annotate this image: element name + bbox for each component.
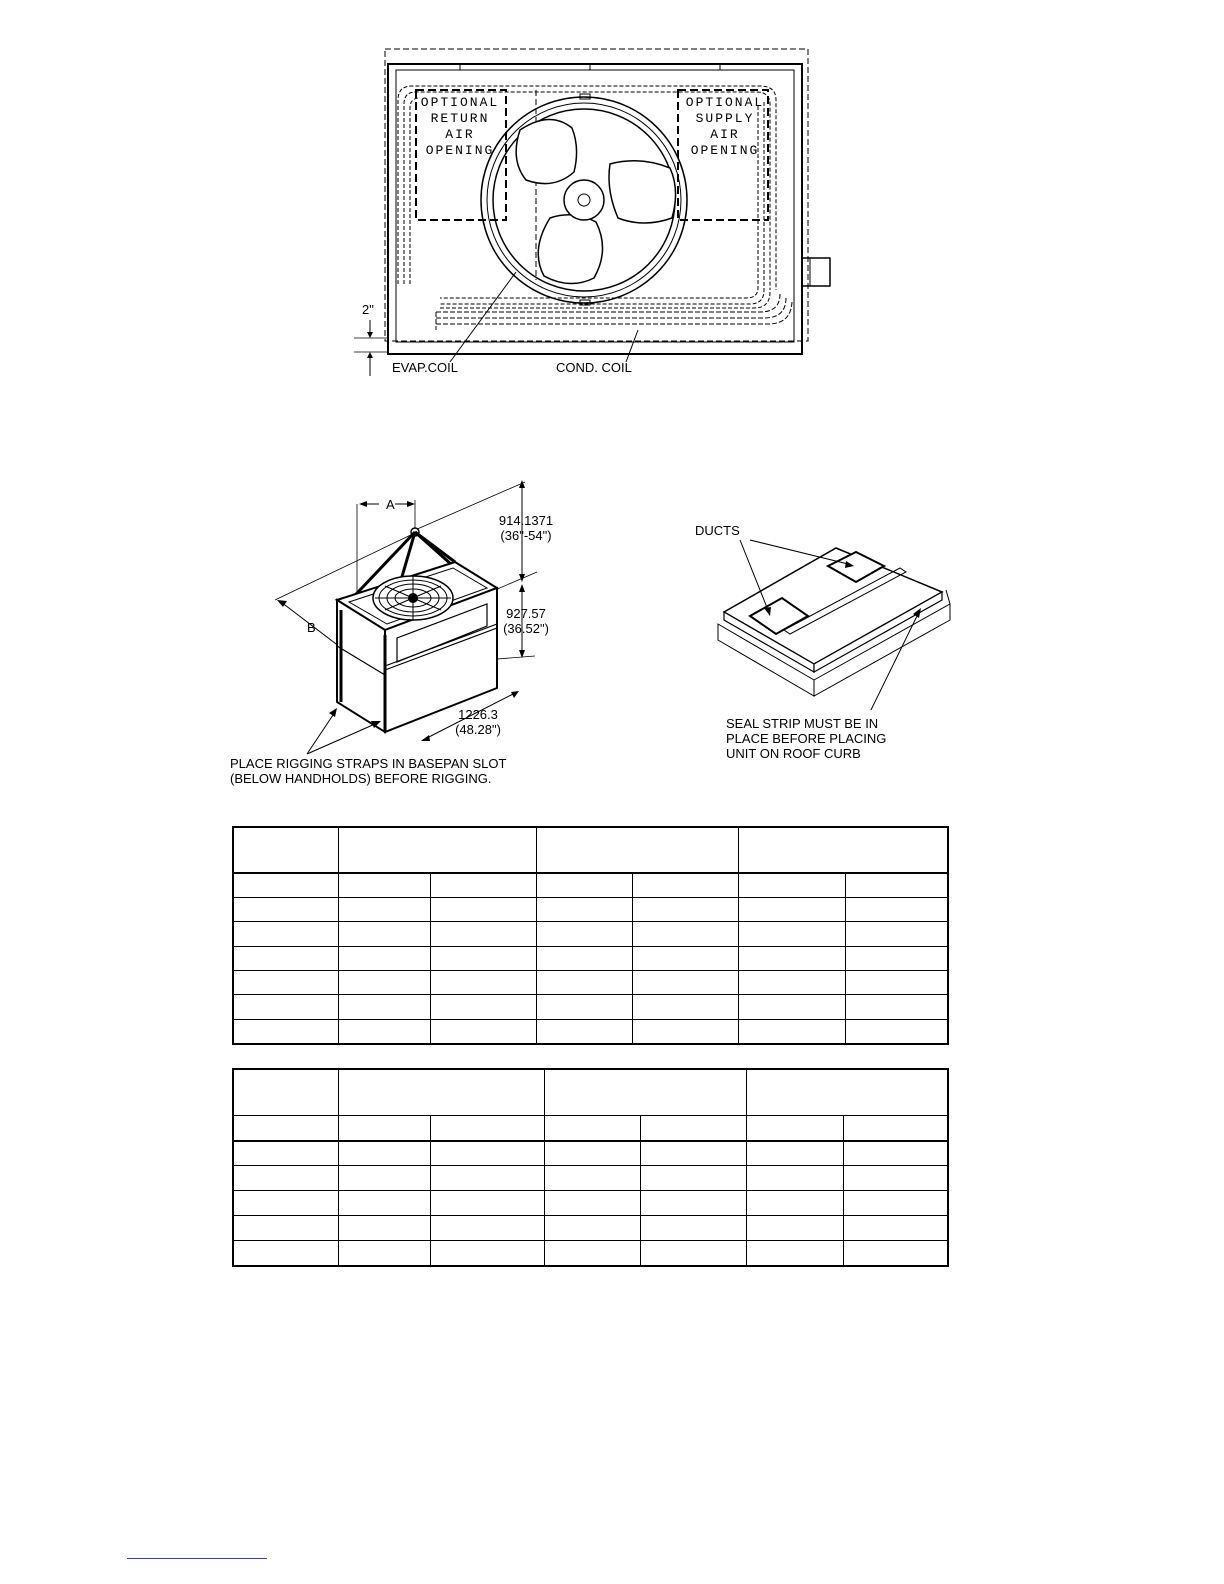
clearance-dimension: 2"	[362, 302, 374, 317]
dimension-a-label: A	[386, 497, 395, 512]
height-dimension: 914.1371 (36"-54")	[498, 513, 554, 543]
data-table-1	[232, 826, 949, 1045]
supply-air-opening-label: OPTIONAL SUPPLY AIR OPENING	[685, 95, 765, 158]
roof-curb-drawing	[710, 530, 965, 710]
unit-height-dimension: 927.57 (36.52")	[503, 606, 549, 636]
data-table-2	[232, 1068, 949, 1267]
footnote-rule	[127, 1558, 267, 1559]
unit-plan-drawing	[340, 40, 840, 390]
dimension-b-label: B	[307, 620, 316, 635]
return-air-opening-label: OPTIONAL RETURN AIR OPENING	[420, 95, 500, 158]
ducts-label: DUCTS	[695, 523, 740, 538]
rigging-note: PLACE RIGGING STRAPS IN BASEPAN SLOT (BELOW HANDHOLDS) BEFORE RIGGING.	[230, 756, 507, 786]
cond-coil-label: COND. COIL	[556, 360, 632, 375]
evap-coil-label: EVAP.COIL	[392, 360, 458, 375]
seal-strip-note: SEAL STRIP MUST BE IN PLACE BEFORE PLACING UNIT ON ROOF CURB	[726, 716, 887, 761]
unit-width-dimension: 1226.3 (48.28")	[455, 707, 501, 737]
